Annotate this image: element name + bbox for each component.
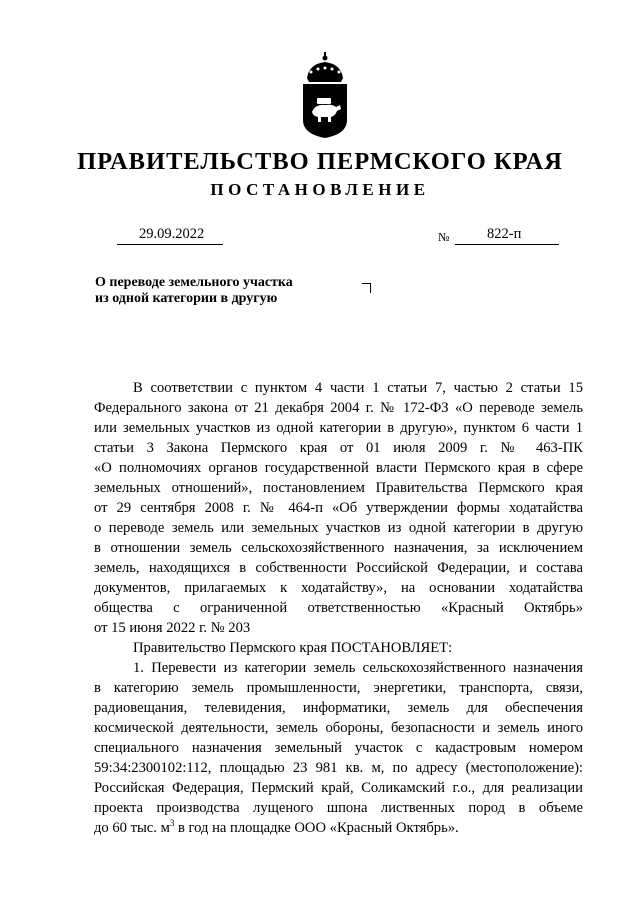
body-line: статьи 3 Закона Пермского края от 01 июля 2009 г. № 463-ПК [94,440,583,456]
body-line: земель, находящихся в собственности Российской Федерации, и состава [94,560,583,576]
body-line [94,818,583,838]
body-line: или земельных участков из одной категории в другую», пунктом 6 части 1 [94,420,583,436]
body-line: от 29 сентября 2008 г. № 464-п «Об утверждении формы ходатайства [94,500,583,516]
body-line: Правительство Пермского края ПОСТАНОВЛЯЕТ: [133,640,453,656]
decree-number: 822-п [487,226,522,242]
body-line: космической деятельности, земель обороны, безопасности и земель иного [94,720,583,736]
document-type: ПОСТАНОВЛЕНИЕ [210,180,430,199]
decree-subject [95,275,293,307]
body-line: земельных отношений», постановлением Правительства Пермского края [94,480,583,496]
body-line: радиовещания, телевидения, информатики, земель для обеспечения [94,700,583,716]
body-line: в отношении земель сельскохозяйственного назначения, за исключением [94,540,583,556]
body-line: «О полномочиях органов государственной власти Пермского края в сфере [94,460,583,476]
body-line: о переводе земель или земельных участков из одной категории в другую [94,520,583,536]
body-line: в категорию земель промышленности, энергетики, транспорта, связи, [94,680,583,696]
coat-of-arms-emblem [295,50,355,140]
subject-line: из одной категории в другую [95,291,278,306]
body-line: 1. Перевести из категории земель сельскохозяйственного назначения [133,660,583,676]
body-line: проекта производства лущеного шпона лиственных пород в объеме [94,800,583,816]
government-title: ПРАВИТЕЛЬСТВО ПЕРМСКОГО КРАЯ [77,148,563,175]
subject-line: О переводе земельного участка [95,275,293,290]
body-line: от 15 июня 2022 г. № 203 [94,620,251,636]
body-text: до 60 тыс. м [94,820,170,836]
body-text: в год на площадке ООО «Красный Октябрь». [174,820,459,836]
body-line: Федерального закона от 21 декабря 2004 г. № 172-ФЗ «О переводе земель [94,400,583,416]
body-line: документов, прилагаемых к ходатайству», на основании ходатайства [94,580,583,596]
decree-date: 29.09.2022 [139,226,205,242]
body-line: Российская Федерация, Пермский край, Соликамский г.о., для реализации [94,780,583,796]
body-line: 59:34:2300102:112, площадью 23 981 кв. м, по адресу (местоположение): [94,760,583,776]
number-sign: № [438,230,450,244]
number-underline [455,244,559,245]
superscript: 3 [169,818,175,829]
corner-bracket [362,283,371,293]
date-underline [117,244,223,245]
body-line: общества с ограниченной ответственностью «Красный Октябрь» [94,600,583,616]
body-line: В соответствии с пунктом 4 части 1 статьи 7, частью 2 статьи 15 [133,380,583,396]
body-line: специального назначения земельный участок с кадастровым номером [94,740,583,756]
